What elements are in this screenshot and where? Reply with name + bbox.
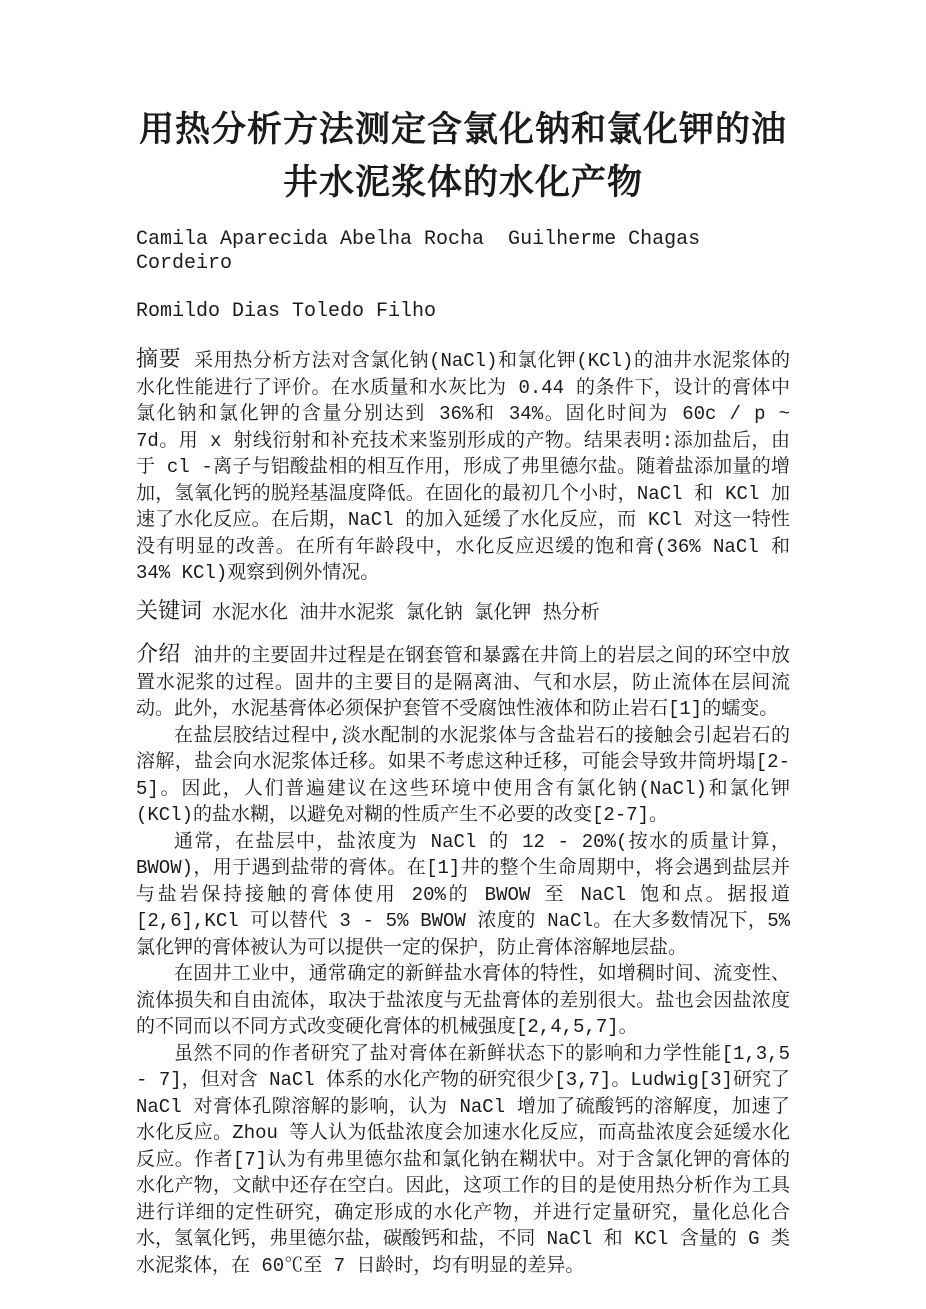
author-line-1: Camila Aparecida Abelha Rocha Guilherme Chagas Cordeiro	[136, 228, 713, 275]
author-line-2: Romildo Dias Toledo Filho	[136, 300, 437, 323]
keywords-paragraph	[136, 600, 790, 627]
introduction-paragraph-3: 通常，在盐层中，盐浓度为 NaCl 的 12 - 20%(按水的质量计算，BWOW)，用于遇到盐带的膏体。在[1]井的整个生命周期中，将会遇到盐层并与盐岩保持接触的膏体使用 20%的 BWOW 至 NaCl 饱和点。据报道[2,6],KCl 可以替代 3 - 5% BWOW 浓度的 NaCl。在大多数情况下，5%氯化钾的膏体被认为可以提供一定的保护，防止膏体溶解地层盐。	[136, 830, 790, 959]
abstract-text: 采用热分析方法对含氯化钠(NaCl)和氯化钾(KCl)的油井水泥浆体的水化性能进行了评价。在水质量和水灰比为 0.44 的条件下，设计的膏体中氯化钠和氯化钾的含量分别达到 36%和 34%。固化时间为 60c / p ~ 7d。用 x 射线衍射和补充技术来鉴别形成的产物。结果表明:添加盐后，由于 cl -离子与铝酸盐相的相互作用，形成了弗里德尔盐。随着盐添加量的增加，氢氧化钙的脱羟基温度降低。在固化的最初几个小时，NaCl 和 KCl 加速了水化反应。在后期，NaCl 的加入延缓了水化反应，而 KCl 对这一特性没有明显的改善。在所有年龄段中，水化反应迟缓的饱和膏(36% NaCl 和 34% KCl)观察到例外情况。	[136, 350, 790, 584]
paper-title	[136, 106, 790, 212]
abstract-label: 摘要	[136, 348, 182, 373]
introduction-paragraph-1	[136, 643, 790, 723]
introduction-first-text: 油井的主要固井过程是在钢套管和暴露在井筒上的岩层之间的环空中放置水泥浆的过程。固井的主要目的是隔离油、气和水层，防止流体在层间流动。此外，水泥基膏体必须保护套管不受腐蚀性液体和防止岩石[1]的蠕变。	[136, 645, 790, 720]
abstract-paragraph	[136, 348, 790, 587]
introduction-paragraph-5: 虽然不同的作者研究了盐对膏体在新鲜状态下的影响和力学性能[1,3,5 - 7]，但对含 NaCl 体系的水化产物的研究很少[3,7]。Ludwig[3]研究了 NaCl 对膏体孔隙溶解的影响，认为 NaCl 增加了硫酸钙的溶解度，加速了水化反应。Zhou 等人认为低盐浓度会加速水化反应，而高盐浓度会延缓水化反应。作者[7]认为有弗里德尔盐和氯化钠在糊状中。对于含氯化钾的膏体的水化产物，文献中还存在空白。因此，这项工作的目的是使用热分析作为工具进行详细的定性研究，确定形成的水化产物，并进行定量研究，量化总化合水，氢氧化钙，弗里德尔盐，碳酸钙和盐，不同 NaCl 和 KCl 含量的 G 类水泥浆体，在 60℃至 7 日龄时，均有明显的差异。	[136, 1042, 790, 1277]
introduction-paragraph-2: 在盐层胶结过程中,淡水配制的水泥浆体与含盐岩石的接触会引起岩石的溶解，盐会向水泥浆体迁移。如果不考虑这种迁移，可能会导致井筒坍塌[2-5]。因此，人们普遍建议在这些环境中使用含有氯化钠(NaCl)和氯化钾(KCl)的盐水糊，以避免对糊的性质产生不必要的改变[2-7]。	[136, 724, 790, 826]
paper-title-line-2: 井水泥浆体的水化产物	[282, 165, 643, 205]
author-block	[136, 228, 790, 324]
introduction-paragraph-4: 在固井工业中，通常确定的新鲜盐水膏体的特性，如增稠时间、流变性、流体损失和自由流体，取决于盐浓度与无盐膏体的差别很大。盐也会因盐浓度的不同而以不同方式改变硬化膏体的机械强度[2,4,5,7]。	[136, 963, 790, 1038]
introduction-label: 介绍	[136, 643, 181, 668]
keywords-text: 水泥水化 油井水泥浆 氯化钠 氯化钾 热分析	[212, 601, 600, 624]
keywords-label: 关键词	[136, 599, 203, 625]
paper-title-line-1: 用热分析方法测定含氯化钠和氯化钾的油	[138, 112, 787, 152]
